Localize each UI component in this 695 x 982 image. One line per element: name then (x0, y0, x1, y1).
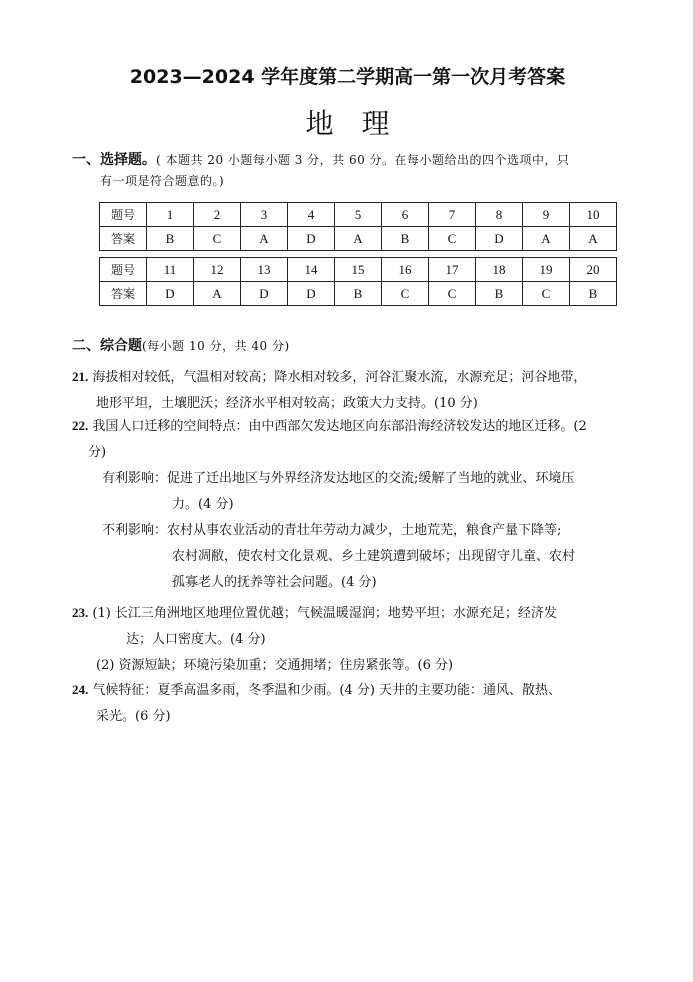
question-number: 19 (523, 258, 570, 282)
question-number-21: 21. (72, 369, 89, 384)
table-row (100, 282, 617, 306)
answer-cell: A (570, 227, 617, 251)
answer-cell: D (476, 227, 523, 251)
question-22 (72, 413, 642, 596)
table-row (100, 203, 617, 227)
question-number-22: 22. (72, 418, 89, 433)
question-23 (72, 600, 642, 679)
question-number: 16 (382, 258, 429, 282)
section-choice-heading (72, 150, 632, 191)
q22-line1: 我国人口迁移的空间特点：由中西部欠发达地区向东部沿海经济较发达的地区迁移。(2 (88, 419, 587, 434)
answer-cell: B (147, 227, 194, 251)
answer-cell: A (523, 227, 570, 251)
answer-cell: B (382, 227, 429, 251)
answer-cell: C (194, 227, 241, 251)
question-number: 10 (570, 203, 617, 227)
answer-cell: C (429, 282, 476, 306)
q22-positive-line2: 力。(4 分) (172, 497, 234, 512)
answer-table-2 (99, 257, 617, 306)
question-number-24: 24. (72, 682, 89, 697)
row-label-answer: 答案 (100, 227, 147, 251)
table-row (100, 258, 617, 282)
subject-title: 地理 (305, 107, 418, 140)
question-number: 3 (241, 203, 288, 227)
q23-line2: 达；人口密度大。(4 分) (126, 632, 266, 647)
section1-note: ( 本题共 20 小题每小题 3 分，共 60 分。在每小题给出的四个选项中，只 (156, 153, 570, 167)
answer-cell: D (288, 227, 335, 251)
answer-cell: D (147, 282, 194, 306)
q23-line1: (1) 长江三角洲地区地理位置优越；气候温暖湿润；地势平坦；水源充足；经济发 (88, 606, 557, 621)
section2-heading: 二、综合题 (72, 338, 142, 354)
q22-positive-line1: 有利影响：促进了迁出地区与外界经济发达地区的交流;缓解了当地的就业、环境压 (102, 471, 575, 486)
answer-cell: D (241, 282, 288, 306)
question-number: 12 (194, 258, 241, 282)
answer-cell: C (523, 282, 570, 306)
question-number: 17 (429, 258, 476, 282)
question-number-23: 23. (72, 605, 89, 620)
section2-note: (每小题 10 分，共 40 分) (142, 339, 290, 353)
row-label-question: 题号 (100, 258, 147, 282)
question-number: 20 (570, 258, 617, 282)
section1-heading: 一、选择题。 (72, 152, 156, 168)
q21-line1: 海拔相对较低，气温相对较高；降水相对较多，河谷汇聚水流，水源充足；河谷地带， (88, 370, 587, 385)
answer-cell: C (382, 282, 429, 306)
q22-negative-line2: 农村凋敝，使农村文化景观、乡土建筑遭到破坏；出现留守儿童、农村 (172, 549, 576, 564)
section1-note-line2: 有一项是符合题意的。) (100, 174, 225, 188)
question-number: 13 (241, 258, 288, 282)
question-number: 2 (194, 203, 241, 227)
q22-negative-line1: 不利影响：农村从事农业活动的青壮年劳动力减少，土地荒芜，粮食产量下降等; (102, 523, 562, 538)
question-number: 11 (147, 258, 194, 282)
answer-cell: A (335, 227, 382, 251)
question-number: 9 (523, 203, 570, 227)
row-label-answer: 答案 (100, 282, 147, 306)
answer-table-1 (99, 202, 617, 251)
q22-negative-line3: 孤寡老人的抚养等社会问题。(4 分) (172, 575, 377, 590)
section-comprehensive-heading (72, 336, 290, 357)
table-row (100, 227, 617, 251)
answer-cell: B (570, 282, 617, 306)
question-24 (72, 677, 642, 730)
answer-cell: B (335, 282, 382, 306)
q23-line3: (2) 资源短缺；环境污染加重；交通拥堵；住房紧张等。(6 分) (96, 658, 454, 673)
document-title: 2023—2024 学年度第二学期高一第一次月考答案 (129, 66, 566, 88)
question-number: 4 (288, 203, 335, 227)
q24-line1: 气候特征：夏季高温多雨，冬季温和少雨。(4 分) 天井的主要功能：通风、散热、 (88, 683, 562, 698)
question-number: 14 (288, 258, 335, 282)
answer-cell: D (288, 282, 335, 306)
question-number: 15 (335, 258, 382, 282)
q24-line2: 采光。(6 分) (96, 709, 171, 724)
answer-cell: A (194, 282, 241, 306)
question-number: 1 (147, 203, 194, 227)
question-number: 8 (476, 203, 523, 227)
answer-cell: A (241, 227, 288, 251)
q21-line2: 地形平坦，土壤肥沃；经济水平相对较高；政策大力支持。(10 分) (96, 396, 478, 411)
q22-line2: 分) (88, 445, 107, 460)
answer-cell: C (429, 227, 476, 251)
answer-cell: B (476, 282, 523, 306)
question-number: 6 (382, 203, 429, 227)
question-number: 7 (429, 203, 476, 227)
row-label-question: 题号 (100, 203, 147, 227)
question-21 (72, 364, 642, 417)
question-number: 5 (335, 203, 382, 227)
question-number: 18 (476, 258, 523, 282)
